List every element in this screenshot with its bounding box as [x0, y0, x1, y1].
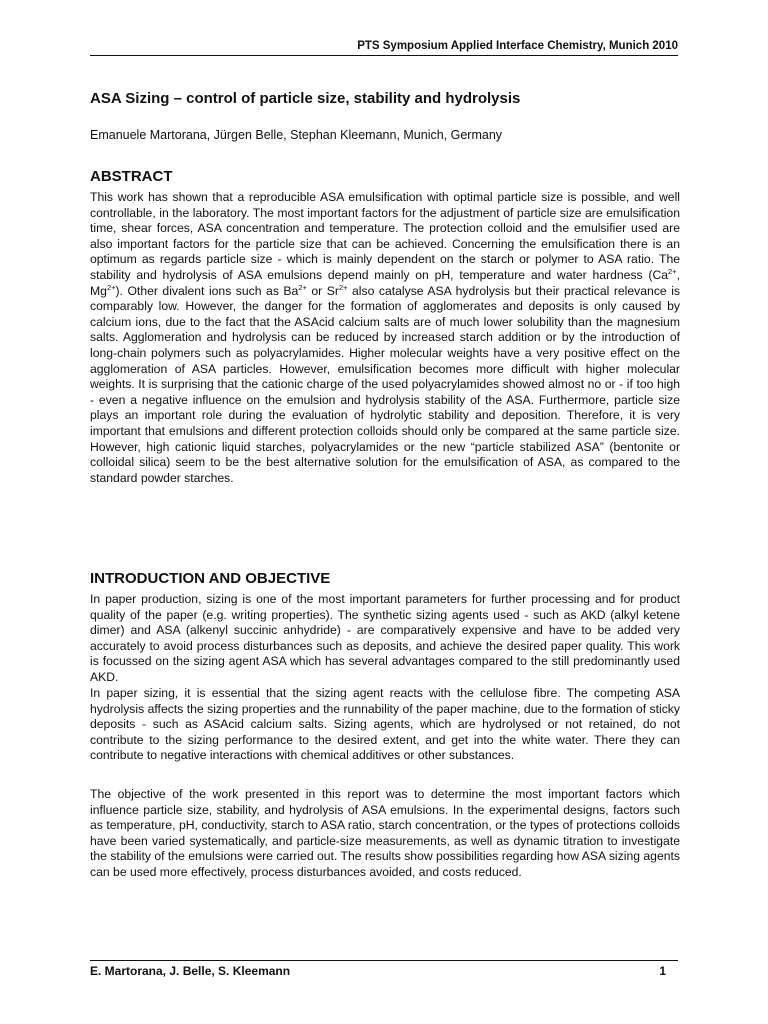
abstract-heading: ABSTRACT — [90, 168, 173, 185]
intro-heading: INTRODUCTION AND OBJECTIVE — [90, 570, 331, 587]
intro-paragraph-2: In paper sizing, it is essential that the sizing agent reacts with the cellulose fibre. The competing ASA hydrolysis affects the sizing properties and the runnability of the paper machine, due to the formation of sticky deposits - such as ASAcid calcium salts. Sizing agents, which are hydrolysed or not retained, do not contribute to the sizing performance to the desired extent, and get into the white water. There they can contribute to negative interactions with chemical additives or other substances. — [90, 686, 680, 763]
intro-paragraph-3: The objective of the work presented in this report was to determine the most important factors which influence particle size, stability, and hydrolysis of ASA emulsions. In the experimental designs, factors such as temperature, pH, conductivity, starch to ASA ratio, starch concentration, or the types of protections colloids have been varied systematically, and particle-size measurements, as well as dynamic titration to investigate the stability of the emulsions were carried out. The results show possibilities regarding how ASA sizing agents can be used more effectively, process disturbances avoided, and costs reduced. — [90, 787, 680, 879]
superscript: 2+ — [106, 282, 116, 292]
footer-authors: E. Martorana, J. Belle, S. Kleemann — [90, 964, 291, 978]
author-list: Emanuele Martorana, Jürgen Belle, Stephan Kleemann, Munich, Germany — [90, 128, 503, 142]
intro-paragraph-1: In paper production, sizing is one of the most important parameters for further processing and for product quality of the paper (e.g. writing properties). The synthetic sizing agents used - such as AKD (alkyl ketene dimer) and ASA (alkenyl succinic anhydride) - are comparatively expensive and have to be added very accurately to avoid process disturbances such as deposits, and achieve the desired paper quality. This work is focussed on the sizing agent ASA which has several advantages compared to the still predominantly used AKD. — [90, 592, 680, 684]
running-header: PTS Symposium Applied Interface Chemistry, Munich 2010 — [90, 40, 678, 56]
page-footer — [90, 960, 678, 978]
superscript: 2+ — [298, 282, 307, 292]
superscript: 2+ — [668, 266, 677, 276]
paper-title: ASA Sizing – control of particle size, stability and hydrolysis — [90, 90, 521, 107]
abstract-text: This work has shown that a reproducible ASA emulsification with optimal particle size is possible, and well controllable, in the laboratory. The most important factors for the adjustment of particle size are emulsification time, shear forces, ASA concentration and temperature. The protection colloid and the emulsifier used are also important factors for the particle size that can be achieved. Concerning the emulsification there is an optimum as regards particle size - which is mainly dependent on the starch or polymer to ASA ratio. The stability and hydrolysis of ASA emulsions depend mainly on pH, temperature and water hardness ($Ca^{2+}$, $Mg^{2+}$). Other divalent ions such as $Ba^{2+}$ or $Sr^{2+}$ also catalyse ASA hydrolysis but their practical relevance is comparably low. However, the danger for the formation of agglomerates and deposits is only caused by calcium ions, due to the fact that the ASAcid calcium salts are of much lower solubility than the magnesium salts. Agglomeration and hydrolysis can be reduced by increased starch addition or by the introduction of long-chain polymers such as polyacrylamides. Higher molecular weights have a very positive effect on the agglomeration of ASA particles. However, emulsification becomes more difficult with higher molecular weights. It is surprising that the cationic charge of the used polyacrylamides showed almost no or - if too high - even a negative influence on the emulsion and hydrolysis stability of the ASA. Furthermore, particle size plays an important role during the evaluation of hydrolytic stability and deposition. Therefore, it is very important that emulsions and different protection colloids should only be compared at the same particle size. However, high cationic liquid starches, polyacrylamides or the new “particle stabilized ASA” (bentonite or colloidal silica) seem to be the best alternative solution for the emulsification of ASA, as compared to the standard powder starches. — [90, 190, 680, 485]
superscript: 2+ — [338, 282, 348, 292]
page-number: 1 — [659, 964, 666, 978]
